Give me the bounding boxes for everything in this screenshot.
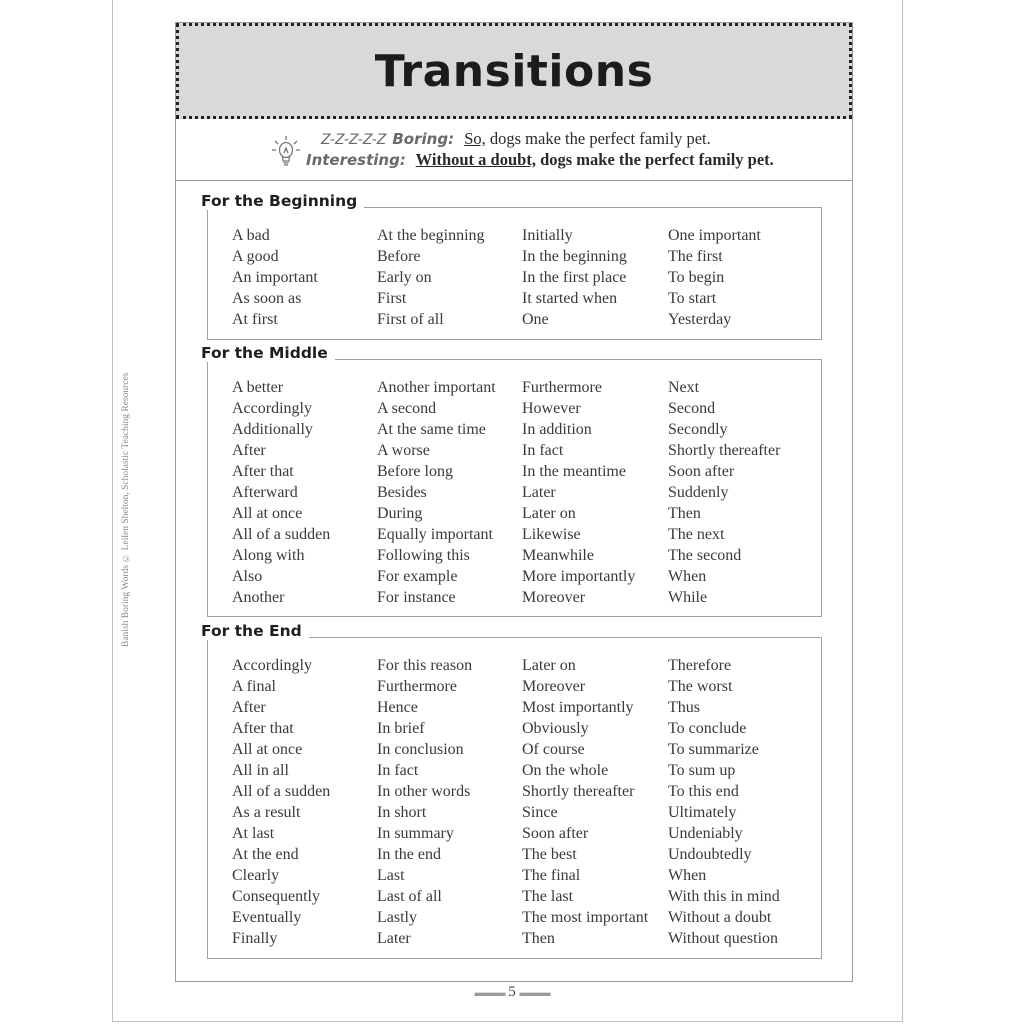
word: Furthermore [377,678,457,695]
interesting-example [306,150,774,170]
word: Last of all [377,888,442,905]
word: For this reason [377,657,473,674]
word-column [232,225,318,330]
word: In the first place [522,269,627,286]
word: While [668,589,708,606]
word: A second [377,400,437,417]
word: Next [668,379,700,396]
word: Another important [377,379,496,396]
word: Along with [232,547,305,564]
page-title: Transitions [374,45,654,97]
word: On the whole [522,762,609,779]
word-column [522,655,648,949]
word: First [377,290,407,307]
word: In conclusion [377,741,464,758]
word: Without question [668,930,779,947]
word: Thus [668,699,700,716]
word: All at once [232,505,303,522]
word: Of course [522,741,585,758]
word: Finally [232,930,278,947]
word: In addition [522,421,592,438]
word: However [522,400,581,417]
word: During [377,505,423,522]
interesting-phrase: Without a doubt, [415,150,536,169]
word: Since [522,804,558,821]
word: Later [522,484,556,501]
word: To this end [668,783,739,800]
word: Later on [522,505,576,522]
word: All at once [232,741,303,758]
word: Secondly [668,421,728,438]
word: A better [232,379,284,396]
page-footer [0,984,1024,1001]
word: The first [668,248,723,265]
word: The final [522,867,581,884]
word: Furthermore [522,379,602,396]
word: Besides [377,484,427,501]
page-number: 5 [508,984,516,1000]
word: A final [232,678,276,695]
word: Soon after [522,825,589,842]
word: Additionally [232,421,313,438]
word: Before long [377,463,453,480]
boring-label: Boring: [392,130,455,148]
word: At last [232,825,275,842]
word: Accordingly [232,657,312,674]
footer-dashes-right: ▬▬▬ [519,987,550,999]
word: Second [668,400,716,417]
section-beginning [201,192,822,340]
footer-dashes-left: ▬▬▬ [474,987,505,999]
word: For instance [377,589,456,606]
example-box [176,119,852,181]
word: Soon after [668,463,735,480]
word: To begin [668,269,725,286]
word: Undoubtedly [668,846,752,863]
word: Another [232,589,285,606]
word: All of a sudden [232,526,331,543]
word: In the beginning [522,248,627,265]
word: After [232,442,266,459]
word: Without a doubt [668,909,772,926]
word-column [522,225,627,330]
word: In other words [377,783,471,800]
word-column [232,655,330,949]
word: Then [522,930,555,947]
word: It started when [522,290,618,307]
word: Lastly [377,909,417,926]
word: One important [668,227,761,244]
word: Therefore [668,657,732,674]
zzz-text: Z-Z-Z-Z-Z [321,132,387,148]
word: Before [377,248,421,265]
word: After that [232,720,294,737]
side-credit: Banish Boring Words © Leilen Shelton, Scholastic Teaching Resources [121,372,131,648]
word: Early on [377,269,432,286]
word: First of all [377,311,444,328]
boring-word: So, [464,129,486,148]
word: Shortly thereafter [522,783,635,800]
word-column [522,377,635,608]
word: In the end [377,846,441,863]
word: Ultimately [668,804,737,821]
word: Most importantly [522,699,634,716]
word: A worse [377,442,430,459]
word: Also [232,568,263,585]
word: Afterward [232,484,298,501]
word: Hence [377,699,418,716]
word: An important [232,269,318,286]
word: Likewise [522,526,581,543]
word: Moreover [522,589,586,606]
word: The worst [668,678,733,695]
word: Suddenly [668,484,729,501]
word: Initially [522,227,573,244]
word: For example [377,568,458,585]
word: In short [377,804,427,821]
word: The most important [522,909,649,926]
word: Eventually [232,909,302,926]
word-column [232,377,330,608]
word: At first [232,311,278,328]
word: Accordingly [232,400,312,417]
word: To sum up [668,762,736,779]
word: To start [668,290,717,307]
word: After [232,699,266,716]
interesting-sentence: dogs make the perfect family pet. [540,150,774,169]
worksheet [175,22,853,982]
word: In brief [377,720,425,737]
word: To summarize [668,741,759,758]
word: Obviously [522,720,589,737]
word: At the end [232,846,299,863]
word: When [668,568,707,585]
word: Shortly thereafter [668,442,781,459]
word: All of a sudden [232,783,331,800]
word-column [668,377,780,608]
word: The next [668,526,725,543]
word: At the same time [377,421,486,438]
word: More importantly [522,568,636,585]
word: In the meantime [522,463,626,480]
interesting-label: Interesting: [306,151,406,169]
word: A bad [232,227,270,244]
word: Later [377,930,411,947]
word: Undeniably [668,825,743,842]
word: Last [377,867,405,884]
word: Moreover [522,678,586,695]
word-column [668,225,761,330]
word: With this in mind [668,888,780,905]
word: In summary [377,825,454,842]
word-column [377,377,496,608]
word: At the beginning [377,227,485,244]
word-column [668,655,780,949]
title-banner [176,23,852,119]
word: When [668,867,707,884]
lightbulb-icon [271,135,301,169]
section-middle [201,344,822,617]
word: Then [668,505,701,522]
boring-sentence: dogs make the perfect family pet. [489,129,711,148]
boring-example [321,129,711,149]
word-column [377,225,485,330]
word: As a result [232,804,301,821]
word-column [377,655,472,949]
word: One [522,311,549,328]
word: All in all [232,762,289,779]
word: As soon as [232,290,302,307]
word: To conclude [668,720,747,737]
word: Clearly [232,867,280,884]
section-label: For the Middle [201,344,335,362]
word: Later on [522,657,576,674]
word: In fact [377,762,419,779]
word: A good [232,248,279,265]
word: The last [522,888,574,905]
word: The second [668,547,742,564]
word: Yesterday [668,311,732,328]
word: Following this [377,547,470,564]
word: The best [522,846,577,863]
section-label: For the Beginning [201,192,364,210]
word: After that [232,463,294,480]
word: Meanwhile [522,547,594,564]
word: Consequently [232,888,320,905]
section-end [201,622,822,959]
word: In fact [522,442,564,459]
section-label: For the End [201,622,309,640]
word: Equally important [377,526,493,543]
